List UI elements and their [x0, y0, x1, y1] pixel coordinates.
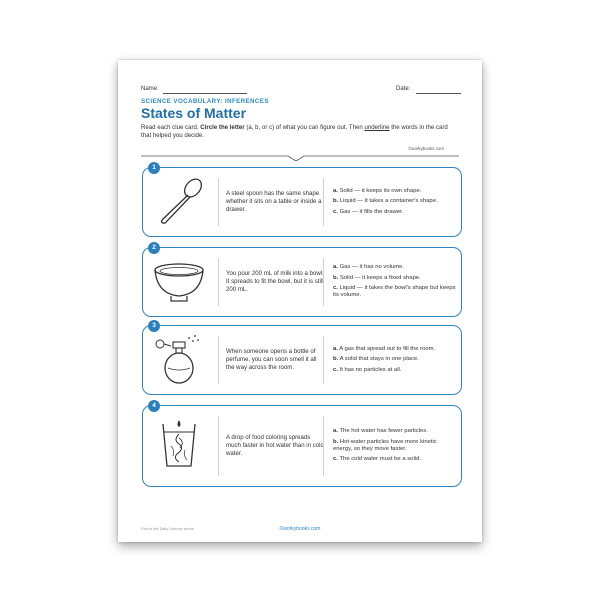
footer-site-link[interactable]: ©workybooks.com: [279, 526, 321, 532]
choice-a[interactable]: [333, 428, 457, 435]
choice-letter: c.: [333, 456, 338, 463]
choice-text: Gas — it has no volume.: [339, 264, 405, 271]
spoon-icon: [149, 174, 209, 230]
choice-b[interactable]: [333, 198, 457, 205]
answer-choices: [333, 326, 457, 394]
answer-choices: [333, 406, 457, 486]
clue-text: A steel spoon has the same shape whether it sits on a table or inside a drawer.: [226, 189, 322, 214]
card-divider: [218, 416, 219, 476]
card-divider: [218, 178, 219, 226]
clue-card-1: [142, 167, 462, 237]
clue-card-2: [142, 247, 462, 317]
clue-card-4: [142, 405, 462, 487]
worksheet-page: [118, 60, 482, 542]
name-date-row: [141, 86, 461, 96]
choice-a[interactable]: [333, 188, 457, 195]
clue-text: A drop of food coloring spreads much faster in hot water than in cold water.: [226, 433, 324, 458]
choice-text: A gas that spread out to fill the room.: [339, 345, 436, 352]
card-number-badge: 1: [148, 162, 160, 174]
choice-text: The cold water must be a solid.: [339, 456, 421, 463]
section-divider: [118, 150, 482, 164]
instructions-part3: the words in the card that helped you decide.: [141, 124, 448, 140]
choice-letter: c.: [333, 208, 338, 215]
instructions-part2: (a, b, or c) of what you can figure out. Then: [244, 124, 365, 131]
footer-series-note: Part of the Daily Science series: [141, 527, 194, 531]
choice-a[interactable]: [333, 264, 457, 271]
water-glass-icon: [149, 416, 209, 472]
choice-text: Liquid — it takes the bowl's shape but keeps its volume.: [333, 285, 456, 299]
choice-c[interactable]: [333, 456, 457, 463]
choice-text: Solid — it keeps a fixed shape.: [339, 274, 421, 281]
choice-letter: b.: [333, 356, 339, 363]
choice-c[interactable]: [333, 285, 457, 300]
answer-choices: [333, 248, 457, 316]
choice-letter: b.: [333, 198, 339, 205]
subject-heading: SCIENCE VOCABULARY: INFERENCES: [141, 98, 269, 105]
choice-text: Gas — it fills the drawer.: [339, 208, 404, 215]
choice-text: Hot-water particles have more kinetic energy, so they move faster.: [333, 438, 437, 452]
choice-c[interactable]: [333, 367, 457, 374]
choice-letter: a.: [333, 345, 338, 352]
choice-c[interactable]: [333, 209, 457, 216]
card-number-badge: 2: [148, 242, 160, 254]
instructions-bold: Circle the letter: [200, 124, 245, 131]
choice-text: It has no particles at all.: [339, 366, 402, 373]
clue-text: You pour 200 mL of milk into a bowl. It spreads to fit the bowl, but it is still 200 mL.: [226, 269, 324, 294]
page-title: States of Matter: [141, 105, 247, 121]
card-divider: [323, 336, 324, 384]
choice-letter: c.: [333, 366, 338, 373]
name-line: [163, 93, 247, 94]
card-divider: [323, 416, 324, 476]
instructions: [141, 124, 459, 140]
choice-b[interactable]: [333, 275, 457, 282]
instructions-part1: Read each clue card.: [141, 124, 201, 131]
choice-b[interactable]: [333, 439, 457, 454]
choice-letter: a.: [333, 187, 338, 194]
choice-letter: b.: [333, 438, 339, 445]
date-line: [416, 93, 461, 94]
card-divider: [323, 258, 324, 306]
instructions-underline: underline: [364, 124, 390, 131]
answer-choices: [333, 168, 457, 236]
choice-letter: c.: [333, 285, 338, 291]
choice-text: A solid that stays in one place.: [339, 356, 419, 363]
clue-text: When someone opens a bottle of perfume, you can soon smell it all the way across the room.: [226, 347, 317, 372]
date-label: Date:: [396, 86, 411, 92]
choice-text: Liquid — it takes a container's shape.: [339, 198, 438, 205]
choice-letter: a.: [333, 264, 338, 271]
choice-b[interactable]: [333, 356, 457, 363]
clue-card-3: [142, 325, 462, 395]
card-divider: [218, 336, 219, 384]
card-divider: [218, 258, 219, 306]
card-number-badge: 4: [148, 400, 160, 412]
choice-text: The hot water has fewer particles.: [339, 428, 428, 435]
copyright: ©workybooks.com: [408, 146, 444, 151]
bowl-icon: [149, 254, 209, 310]
name-label: Name:: [141, 86, 159, 92]
card-number-badge: 3: [148, 320, 160, 332]
choice-a[interactable]: [333, 346, 457, 353]
perfume-bottle-icon: [149, 332, 209, 388]
choice-letter: b.: [333, 274, 339, 281]
choice-letter: a.: [333, 428, 338, 435]
card-divider: [323, 178, 324, 226]
choice-text: Solid — it keeps its own shape.: [339, 187, 422, 194]
